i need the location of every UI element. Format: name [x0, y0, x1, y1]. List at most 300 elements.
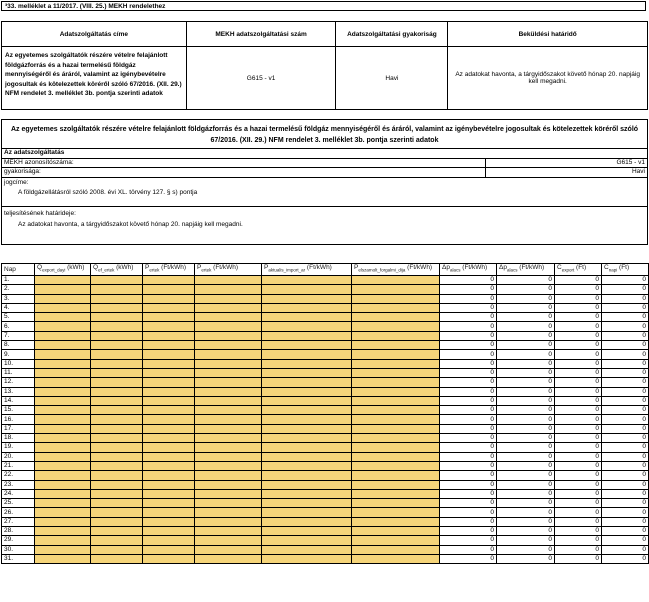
input-cell[interactable] — [143, 517, 195, 526]
input-cell[interactable] — [195, 313, 262, 322]
table-row — [2, 359, 649, 368]
input-cell[interactable] — [352, 434, 440, 443]
computed-cell: 0 — [440, 350, 497, 359]
input-cell[interactable] — [262, 499, 352, 508]
computed-cell: 0 — [602, 276, 649, 285]
input-cell[interactable] — [195, 517, 262, 526]
input-cell[interactable] — [262, 285, 352, 294]
column-header-subscript: alacs — [506, 267, 518, 273]
input-cell[interactable] — [262, 554, 352, 563]
input-cell[interactable] — [143, 508, 195, 517]
header-table — [1, 21, 648, 110]
input-cell[interactable] — [195, 350, 262, 359]
input-cell[interactable] — [143, 350, 195, 359]
input-cell[interactable] — [143, 452, 195, 461]
input-cell[interactable] — [352, 313, 440, 322]
computed-cell: 0 — [555, 396, 602, 405]
column-header — [555, 264, 602, 276]
input-cell[interactable] — [195, 424, 262, 433]
computed-cell: 0 — [555, 294, 602, 303]
input-cell[interactable] — [91, 303, 143, 312]
computed-cell: 0 — [497, 368, 555, 377]
column-header — [143, 264, 195, 276]
computed-cell: 0 — [602, 443, 649, 452]
input-cell[interactable] — [262, 536, 352, 545]
input-cell[interactable] — [143, 554, 195, 563]
table-row — [2, 461, 649, 470]
input-cell[interactable] — [352, 517, 440, 526]
id-value: G615 - v1 — [616, 158, 645, 166]
computed-cell: 0 — [440, 480, 497, 489]
input-cell[interactable] — [262, 368, 352, 377]
input-cell[interactable] — [143, 461, 195, 470]
input-cell[interactable] — [91, 452, 143, 461]
input-cell[interactable] — [91, 331, 143, 340]
input-cell[interactable] — [262, 406, 352, 415]
input-cell[interactable] — [35, 480, 91, 489]
computed-cell: 0 — [555, 452, 602, 461]
input-cell[interactable] — [195, 499, 262, 508]
input-cell[interactable] — [195, 359, 262, 368]
input-cell[interactable] — [35, 406, 91, 415]
input-cell[interactable] — [352, 294, 440, 303]
column-header — [440, 264, 497, 276]
input-cell[interactable] — [195, 294, 262, 303]
input-cell[interactable] — [91, 276, 143, 285]
input-cell[interactable] — [352, 276, 440, 285]
computed-cell: 0 — [555, 499, 602, 508]
input-cell[interactable] — [143, 415, 195, 424]
input-cell[interactable] — [195, 527, 262, 536]
computed-cell: 0 — [497, 303, 555, 312]
computed-cell: 0 — [497, 415, 555, 424]
input-cell[interactable] — [262, 461, 352, 470]
computed-cell: 0 — [602, 313, 649, 322]
input-cell[interactable] — [35, 368, 91, 377]
input-cell[interactable] — [195, 387, 262, 396]
input-cell[interactable] — [143, 536, 195, 545]
input-cell[interactable] — [352, 396, 440, 405]
input-cell[interactable] — [35, 471, 91, 480]
table-row — [2, 303, 649, 312]
input-cell[interactable] — [262, 480, 352, 489]
input-cell[interactable] — [262, 359, 352, 368]
input-cell[interactable] — [352, 545, 440, 554]
input-cell[interactable] — [352, 406, 440, 415]
column-header-unit: (Ft) — [617, 264, 630, 272]
computed-cell: 0 — [555, 285, 602, 294]
input-cell[interactable] — [352, 461, 440, 470]
input-cell[interactable] — [195, 285, 262, 294]
input-cell[interactable] — [91, 508, 143, 517]
computed-cell: 0 — [440, 424, 497, 433]
computed-cell: 0 — [602, 545, 649, 554]
day-cell: 13. — [2, 387, 35, 396]
input-cell[interactable] — [195, 489, 262, 498]
computed-cell: 0 — [440, 415, 497, 424]
input-cell[interactable] — [143, 396, 195, 405]
input-cell[interactable] — [91, 415, 143, 424]
computed-cell: 0 — [555, 341, 602, 350]
input-cell[interactable] — [195, 406, 262, 415]
input-cell[interactable] — [195, 508, 262, 517]
report-frequency-cell: Havi — [336, 47, 448, 110]
input-cell[interactable] — [91, 471, 143, 480]
input-cell[interactable] — [262, 471, 352, 480]
input-cell[interactable] — [91, 294, 143, 303]
computed-cell: 0 — [497, 545, 555, 554]
input-cell[interactable] — [35, 424, 91, 433]
computed-cell: 0 — [440, 322, 497, 331]
report-id-cell: G615 - v1 — [186, 47, 336, 110]
input-cell[interactable] — [143, 341, 195, 350]
input-cell[interactable] — [35, 545, 91, 554]
table-row — [2, 368, 649, 377]
input-cell[interactable] — [91, 443, 143, 452]
input-cell[interactable] — [143, 322, 195, 331]
input-cell[interactable] — [35, 341, 91, 350]
input-cell[interactable] — [352, 508, 440, 517]
input-cell[interactable] — [91, 527, 143, 536]
input-cell[interactable] — [91, 359, 143, 368]
input-cell[interactable] — [143, 313, 195, 322]
table-row — [2, 443, 649, 452]
input-cell[interactable] — [195, 322, 262, 331]
computed-cell: 0 — [497, 359, 555, 368]
input-cell[interactable] — [35, 322, 91, 331]
input-cell[interactable] — [35, 527, 91, 536]
input-cell[interactable] — [143, 434, 195, 443]
computed-cell: 0 — [497, 341, 555, 350]
computed-cell: 0 — [602, 378, 649, 387]
input-cell[interactable] — [195, 396, 262, 405]
report-info-box — [1, 119, 648, 245]
id-row — [2, 159, 647, 169]
computed-cell: 0 — [555, 313, 602, 322]
input-cell[interactable] — [35, 313, 91, 322]
computed-cell: 0 — [555, 331, 602, 340]
input-cell[interactable] — [35, 434, 91, 443]
frequency-row — [2, 168, 647, 178]
computed-cell: 0 — [497, 536, 555, 545]
input-cell[interactable] — [195, 554, 262, 563]
input-cell[interactable] — [262, 350, 352, 359]
input-cell[interactable] — [35, 517, 91, 526]
input-cell[interactable] — [352, 480, 440, 489]
input-cell[interactable] — [35, 350, 91, 359]
input-cell[interactable] — [195, 471, 262, 480]
computed-cell: 0 — [602, 554, 649, 563]
input-cell[interactable] — [195, 341, 262, 350]
deadline-block — [2, 207, 647, 229]
input-cell[interactable] — [195, 303, 262, 312]
input-cell[interactable] — [262, 527, 352, 536]
input-cell[interactable] — [91, 313, 143, 322]
daily-data-table — [1, 263, 649, 564]
table-row — [2, 452, 649, 461]
input-cell[interactable] — [352, 489, 440, 498]
computed-cell: 0 — [555, 368, 602, 377]
input-cell[interactable] — [91, 396, 143, 405]
section-label: Az adatszolgáltatás — [2, 149, 647, 159]
input-cell[interactable] — [35, 303, 91, 312]
legal-basis-block — [2, 178, 647, 207]
computed-cell: 0 — [555, 378, 602, 387]
computed-cell: 0 — [602, 415, 649, 424]
input-cell[interactable] — [262, 489, 352, 498]
column-header-subscript: napi — [608, 267, 618, 273]
input-cell[interactable] — [91, 545, 143, 554]
table-row — [2, 517, 649, 526]
input-cell[interactable] — [352, 350, 440, 359]
input-cell[interactable] — [143, 499, 195, 508]
input-cell[interactable] — [35, 359, 91, 368]
column-header-subscript: ertek — [201, 267, 212, 273]
input-cell[interactable] — [35, 294, 91, 303]
input-cell[interactable] — [352, 387, 440, 396]
input-cell[interactable] — [35, 331, 91, 340]
input-cell[interactable] — [143, 480, 195, 489]
input-cell[interactable] — [352, 322, 440, 331]
input-cell[interactable] — [195, 536, 262, 545]
input-cell[interactable] — [91, 489, 143, 498]
input-cell[interactable] — [352, 341, 440, 350]
input-cell[interactable] — [352, 424, 440, 433]
input-cell[interactable] — [143, 471, 195, 480]
table-row — [2, 424, 649, 433]
input-cell[interactable] — [262, 294, 352, 303]
day-cell: 20. — [2, 452, 35, 461]
input-cell[interactable] — [91, 406, 143, 415]
input-cell[interactable] — [91, 341, 143, 350]
input-cell[interactable] — [195, 368, 262, 377]
computed-cell: 0 — [497, 554, 555, 563]
input-cell[interactable] — [143, 359, 195, 368]
input-cell[interactable] — [352, 378, 440, 387]
input-cell[interactable] — [195, 461, 262, 470]
input-cell[interactable] — [352, 536, 440, 545]
input-cell[interactable] — [262, 313, 352, 322]
table-row — [2, 313, 649, 322]
input-cell[interactable] — [262, 387, 352, 396]
table-row — [2, 350, 649, 359]
input-cell[interactable] — [143, 378, 195, 387]
column-header — [91, 264, 143, 276]
table-row — [2, 434, 649, 443]
input-cell[interactable] — [262, 378, 352, 387]
input-cell[interactable] — [91, 536, 143, 545]
computed-cell: 0 — [555, 545, 602, 554]
column-header-subscript: ef_ertek — [98, 267, 115, 273]
input-cell[interactable] — [195, 434, 262, 443]
input-cell[interactable] — [262, 545, 352, 554]
input-cell[interactable] — [143, 331, 195, 340]
computed-cell: 0 — [602, 406, 649, 415]
input-cell[interactable] — [35, 452, 91, 461]
input-cell[interactable] — [352, 359, 440, 368]
day-cell: 9. — [2, 350, 35, 359]
day-cell: 7. — [2, 331, 35, 340]
input-cell[interactable] — [91, 322, 143, 331]
computed-cell: 0 — [440, 452, 497, 461]
computed-cell: 0 — [555, 276, 602, 285]
input-cell[interactable] — [262, 434, 352, 443]
column-header — [35, 264, 91, 276]
computed-cell: 0 — [555, 461, 602, 470]
input-cell[interactable] — [195, 415, 262, 424]
input-cell[interactable] — [143, 489, 195, 498]
input-cell[interactable] — [35, 415, 91, 424]
input-cell[interactable] — [262, 508, 352, 517]
input-cell[interactable] — [195, 452, 262, 461]
computed-cell: 0 — [602, 508, 649, 517]
input-cell[interactable] — [143, 303, 195, 312]
computed-cell: 0 — [497, 452, 555, 461]
day-cell: 19. — [2, 443, 35, 452]
input-cell[interactable] — [262, 396, 352, 405]
table-row — [2, 415, 649, 424]
computed-cell: 0 — [555, 443, 602, 452]
input-cell[interactable] — [143, 443, 195, 452]
input-cell[interactable] — [35, 378, 91, 387]
input-cell[interactable] — [195, 331, 262, 340]
computed-cell: 0 — [497, 285, 555, 294]
input-cell[interactable] — [352, 303, 440, 312]
input-cell[interactable] — [352, 471, 440, 480]
input-cell[interactable] — [35, 396, 91, 405]
input-cell[interactable] — [91, 499, 143, 508]
input-cell[interactable] — [35, 461, 91, 470]
day-cell: 31. — [2, 554, 35, 563]
input-cell[interactable] — [35, 508, 91, 517]
input-cell[interactable] — [91, 424, 143, 433]
computed-cell: 0 — [440, 359, 497, 368]
input-cell[interactable] — [35, 443, 91, 452]
input-cell[interactable] — [143, 527, 195, 536]
input-cell[interactable] — [91, 387, 143, 396]
input-cell[interactable] — [262, 331, 352, 340]
computed-cell: 0 — [602, 424, 649, 433]
input-cell[interactable] — [262, 517, 352, 526]
deadline-label: teljesítésének határideje: — [4, 209, 76, 217]
computed-cell: 0 — [602, 396, 649, 405]
computed-cell: 0 — [497, 443, 555, 452]
day-cell: 10. — [2, 359, 35, 368]
input-cell[interactable] — [262, 443, 352, 452]
input-cell[interactable] — [143, 294, 195, 303]
input-cell[interactable] — [91, 368, 143, 377]
input-cell[interactable] — [91, 285, 143, 294]
input-cell[interactable] — [91, 480, 143, 489]
deadline-value: Az adatokat havonta, a tárgyidőszakot követő hónap 20. napjáig kell megadni. — [18, 220, 243, 228]
input-cell[interactable] — [35, 554, 91, 563]
col-deadline-header: Beküldési határidő — [448, 22, 648, 47]
input-cell[interactable] — [35, 285, 91, 294]
computed-cell: 0 — [497, 396, 555, 405]
input-cell[interactable] — [143, 387, 195, 396]
input-cell[interactable] — [195, 545, 262, 554]
input-cell[interactable] — [143, 276, 195, 285]
input-cell[interactable] — [262, 452, 352, 461]
computed-cell: 0 — [497, 424, 555, 433]
input-cell[interactable] — [91, 350, 143, 359]
day-cell: 29. — [2, 536, 35, 545]
computed-cell: 0 — [602, 322, 649, 331]
computed-cell: 0 — [602, 471, 649, 480]
input-cell[interactable] — [352, 443, 440, 452]
input-cell[interactable] — [352, 368, 440, 377]
input-cell[interactable] — [352, 452, 440, 461]
report-title-cell: Az egyetemes szolgáltatók részére vételre felajánlott földgázforrás és a hazai termelésű földgáz mennyiségéről és áráról, valamint az igénybevételre jogosultak és kötelezettek köréről szóló 67/2016. (XII. 29.) NFM rendelet 3. melléklet 3b. pontja szerinti adatok — [2, 47, 187, 110]
input-cell[interactable] — [352, 415, 440, 424]
computed-cell: 0 — [440, 341, 497, 350]
frequency-label: gyakorisága: — [4, 168, 41, 175]
input-cell[interactable] — [262, 341, 352, 350]
computed-cell: 0 — [440, 461, 497, 470]
input-cell[interactable] — [91, 554, 143, 563]
column-header-unit: (Ft) — [574, 264, 587, 272]
input-cell[interactable] — [91, 434, 143, 443]
computed-cell: 0 — [440, 517, 497, 526]
input-cell[interactable] — [91, 517, 143, 526]
input-cell[interactable] — [195, 276, 262, 285]
input-cell[interactable] — [143, 285, 195, 294]
column-header — [352, 264, 440, 276]
input-cell[interactable] — [352, 527, 440, 536]
day-cell: 8. — [2, 341, 35, 350]
column-header-unit: (Ft/kWh) — [405, 264, 433, 272]
input-cell[interactable] — [195, 378, 262, 387]
input-cell[interactable] — [352, 331, 440, 340]
input-cell[interactable] — [35, 499, 91, 508]
input-cell[interactable] — [352, 499, 440, 508]
input-cell[interactable] — [143, 424, 195, 433]
input-cell[interactable] — [262, 276, 352, 285]
input-cell[interactable] — [91, 461, 143, 470]
computed-cell: 0 — [555, 415, 602, 424]
computed-cell: 0 — [440, 471, 497, 480]
input-cell[interactable] — [262, 424, 352, 433]
input-cell[interactable] — [35, 387, 91, 396]
computed-cell: 0 — [602, 517, 649, 526]
input-cell[interactable] — [35, 276, 91, 285]
input-cell[interactable] — [352, 554, 440, 563]
input-cell[interactable] — [352, 285, 440, 294]
input-cell[interactable] — [262, 303, 352, 312]
report-info-title: Az egyetemes szolgáltatók részére vételre felajánlott földgázforrás és a hazai termelésű földgáz mennyiségéről és áráról, valamint az igénybevételre jogosultak és kötelezettek köréről szóló 67/2016. (XII. 29.) NFM rendelet 3. melléklet 3b. pontja szerinti adatok — [2, 120, 647, 149]
input-cell[interactable] — [143, 406, 195, 415]
column-header — [262, 264, 352, 276]
input-cell[interactable] — [262, 322, 352, 331]
column-header-subscript: elszamolt_forgalmi_dija — [358, 267, 406, 273]
input-cell[interactable] — [35, 489, 91, 498]
input-cell[interactable] — [262, 415, 352, 424]
legal-basis-value: A földgázellátásról szóló 2008. évi XL. törvény 127. § s) pontja — [18, 188, 198, 196]
day-cell: 15. — [2, 406, 35, 415]
input-cell[interactable] — [143, 545, 195, 554]
input-cell[interactable] — [35, 536, 91, 545]
input-cell[interactable] — [91, 378, 143, 387]
day-cell: 11. — [2, 368, 35, 377]
day-cell: 28. — [2, 527, 35, 536]
input-cell[interactable] — [143, 368, 195, 377]
computed-cell: 0 — [602, 461, 649, 470]
computed-cell: 0 — [555, 387, 602, 396]
computed-cell: 0 — [497, 517, 555, 526]
column-header-subscript: alacs — [449, 267, 461, 273]
input-cell[interactable] — [195, 443, 262, 452]
input-cell[interactable] — [195, 480, 262, 489]
